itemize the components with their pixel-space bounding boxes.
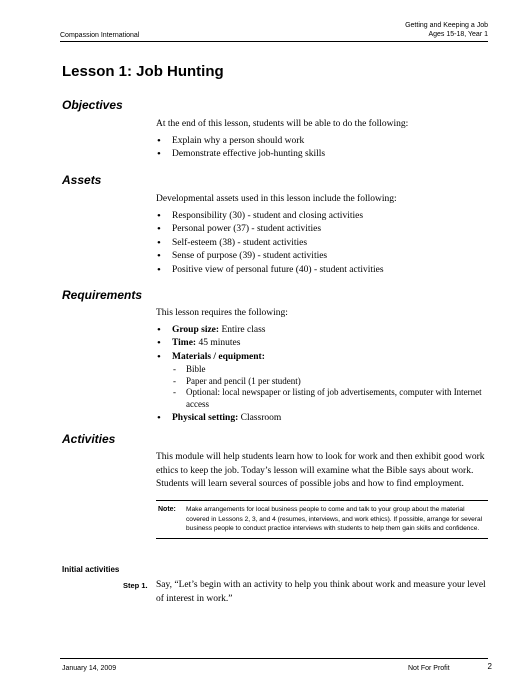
requirements-section [156,307,486,426]
group-size-label: Group size: [172,324,220,335]
assets-intro: Developmental assets used in this lesson include the following: [156,194,397,204]
activities-intro: This module will help students learn how to look for work and then exhibit good work ethics to keep the job. Today’s lesson will examine what the Bible says about work. Students will learn several sources of possible jobs and how to find employment. [156,452,485,489]
requirements-intro: This lesson requires the following: [156,308,288,318]
material-item: - Optional: local newspaper or listing of job advertisements, computer with Internet access [172,387,486,410]
objectives-intro: At the end of this lesson, students will be able to do the following: [156,119,409,129]
step-label: Step 1. [123,581,148,590]
header-org: Compassion International [60,32,140,39]
asset-item: • Sense of purpose (39) - student activities [156,250,486,264]
page-header [60,24,488,42]
requirements-list-cont [156,412,486,426]
objectives-section [156,118,486,162]
activities-heading: Activities [62,432,116,446]
objectives-heading: Objectives [62,98,123,112]
assets-heading: Assets [62,173,102,187]
asset-item: • Positive view of personal future (40) - student activities [156,264,486,278]
header-doc-info [405,21,488,39]
material-item: - Paper and pencil (1 per student) [172,376,486,388]
requirements-heading: Requirements [62,288,143,302]
header-doc-title: Getting and Keeping a Job [405,22,488,29]
asset-item: • Responsibility (30) - student and closing activities [156,210,486,224]
page-footer [60,658,492,676]
requirement-setting [156,412,486,426]
objective-item: • Explain why a person should work [156,135,486,149]
note-text: Make arrangements for local business people to come and talk to your group about the material covered in Lessons 2, 3, and 4 (resumes, interviews, and work ethics). If possible, arrange for several business people to conduct practice interviews with students to help them gain skills and confidence. [186,506,483,532]
objectives-list [156,135,486,162]
requirement-materials [156,351,486,365]
objective-item: • Demonstrate effective job-hunting skills [156,148,486,162]
material-item: - Bible [172,364,486,376]
time-label: Time: [172,338,197,348]
time-value: 45 minutes [196,338,241,348]
asset-item: • Personal power (37) - student activities [156,223,486,237]
note-label: Note: [158,506,176,513]
note-box [156,500,488,539]
materials-list [172,364,486,410]
footer-date: January 14, 2009 [62,665,117,672]
initial-activities-heading: Initial activities [62,565,120,574]
page-number: 2 [487,662,492,671]
requirement-group-size [156,324,486,338]
activities-section [156,451,486,492]
assets-list [156,210,486,278]
header-doc-audience: Ages 15-18, Year 1 [428,31,488,38]
assets-section [156,193,486,277]
setting-label: Physical setting: [172,413,239,423]
materials-label: Materials / equipment: [172,351,265,362]
group-size-value: Entire class [219,324,266,335]
requirements-list [156,324,486,365]
requirement-time [156,337,486,351]
step-text: Say, “Let’s begin with an activity to help you think about work and measure your level of interest in work.” [156,580,486,604]
asset-item: • Self-esteem (38) - student activities [156,237,486,251]
setting-value: Classroom [238,413,282,423]
lesson-title: Lesson 1: Job Hunting [62,63,224,80]
footer-notice: Not For Profit [408,665,450,672]
